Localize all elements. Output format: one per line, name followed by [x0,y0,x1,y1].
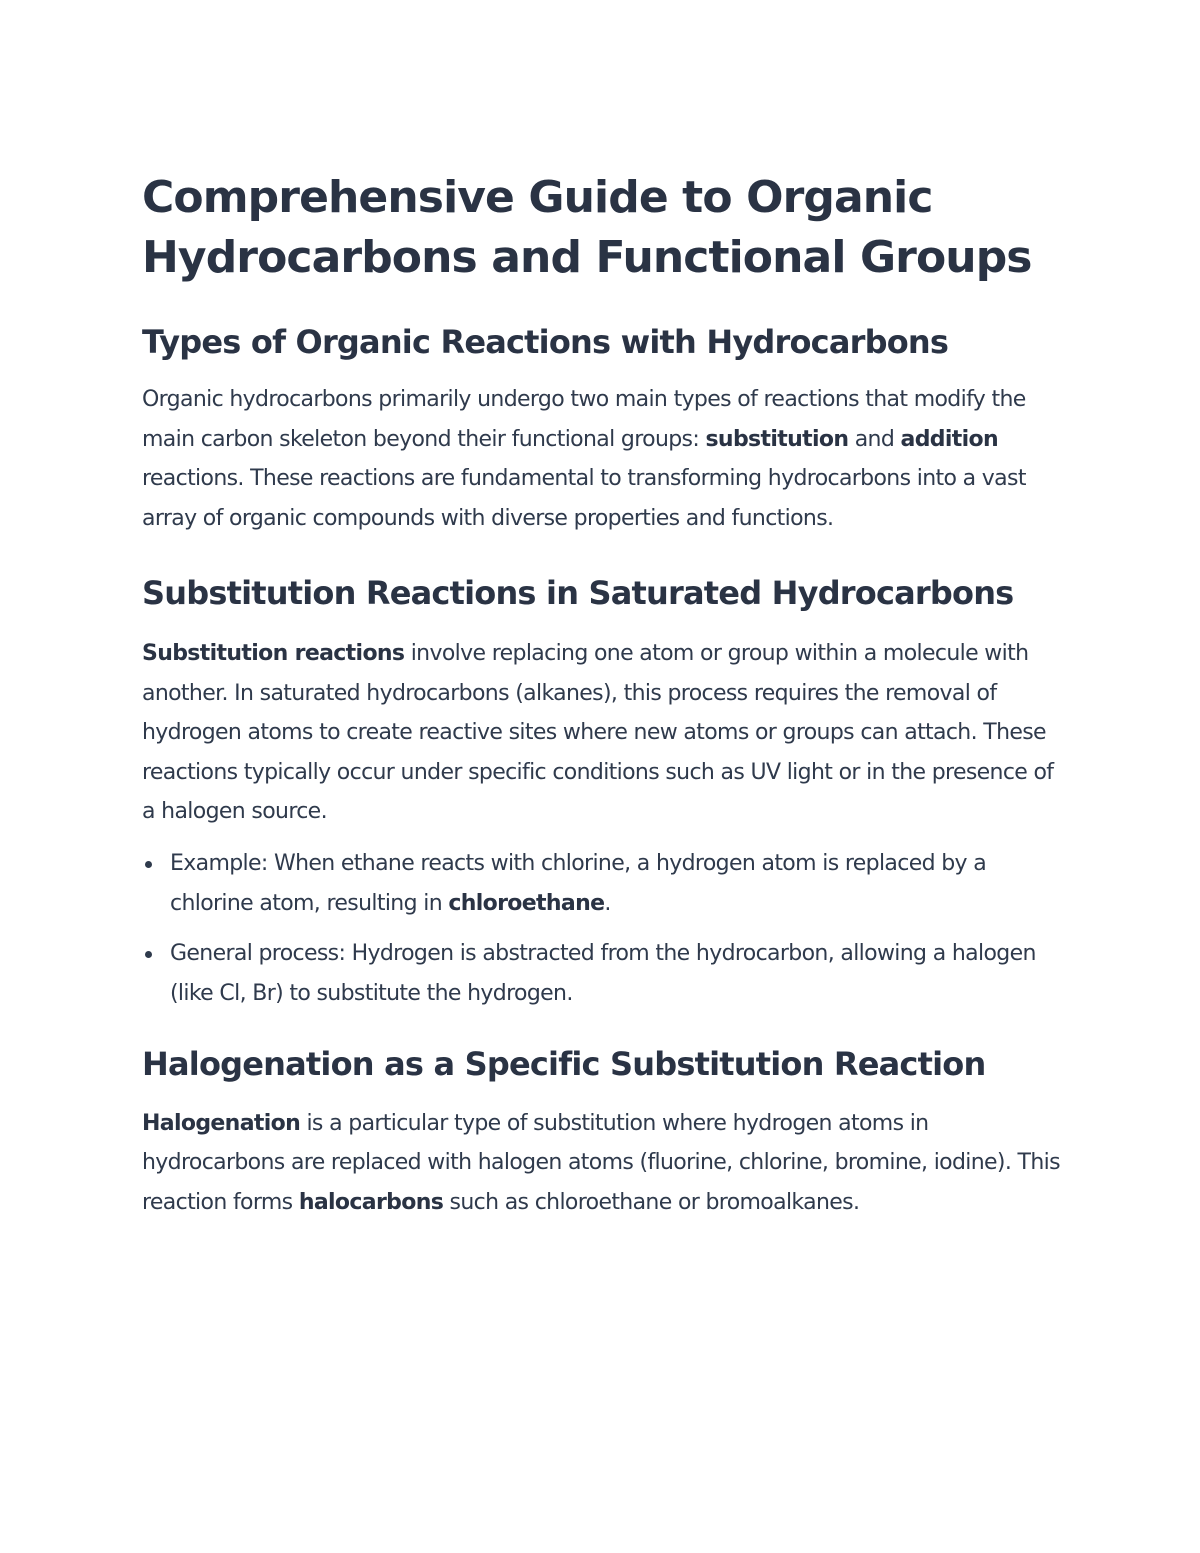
substitution-bullet-list [142,844,1062,1014]
document-title: Comprehensive Guide to Organic Hydrocarbons and Functional Groups [142,172,1032,283]
bold-term-chloroethane: chloroethane [448,890,605,916]
list-item [142,844,1062,924]
text-run: involve replacing one atom or group within a molecule with another. In saturated hydrocarbons (alkanes), this process requires the removal of hydrogen atoms to create reactive sites where new atoms or groups can attach. These reactions typically occur under specific conditions such as UV light or in the presence of a halogen source. [142,641,1054,824]
text-run: such as chloroethane or bromoalkanes. [443,1189,860,1215]
section-heading-halogenation: Halogenation as a Specific Substitution Reaction [142,1044,986,1083]
document-page [142,168,1062,1222]
text-run: is a particular type of substitution where hydrogen atoms in hydrocarbons are replaced with halogen atoms (fluorine, chlorine, bromine, iodine). This reaction forms [142,1110,1060,1215]
text-run: . [604,890,611,916]
text-run: Organic hydrocarbons primarily undergo two main types of reactions that modify the main carbon skeleton beyond their functional groups: [142,387,1026,452]
text-run: Example: When ethane reacts with chlorine, a hydrogen atom is replaced by a chlorine atom, resulting in [170,850,987,916]
list-item [142,934,1062,1014]
bold-term-halocarbons: halocarbons [298,1189,444,1215]
bold-term-substitution-reactions: Substitution reactions [142,641,405,666]
bold-term-substitution: substitution [705,426,849,452]
substitution-paragraph [142,634,1062,832]
text-run: and [848,426,901,452]
halogenation-paragraph [142,1104,1062,1223]
intro-paragraph [142,380,1062,538]
section-heading-substitution-reactions: Substitution Reactions in Saturated Hydrocarbons [142,574,1014,612]
bold-term-halogenation: Halogenation [142,1110,301,1136]
bold-term-addition: addition [900,426,999,452]
text-run: reactions. These reactions are fundamental to transforming hydrocarbons into a vast array of organic compounds with diverse properties and functions. [142,466,1026,531]
section-heading-types-of-reactions: Types of Organic Reactions with Hydrocarbons [142,323,949,361]
text-run: General process: Hydrogen is abstracted from the hydrocarbon, allowing a halogen (like Cl, Br) to substitute the hydrogen. [170,940,1036,1006]
